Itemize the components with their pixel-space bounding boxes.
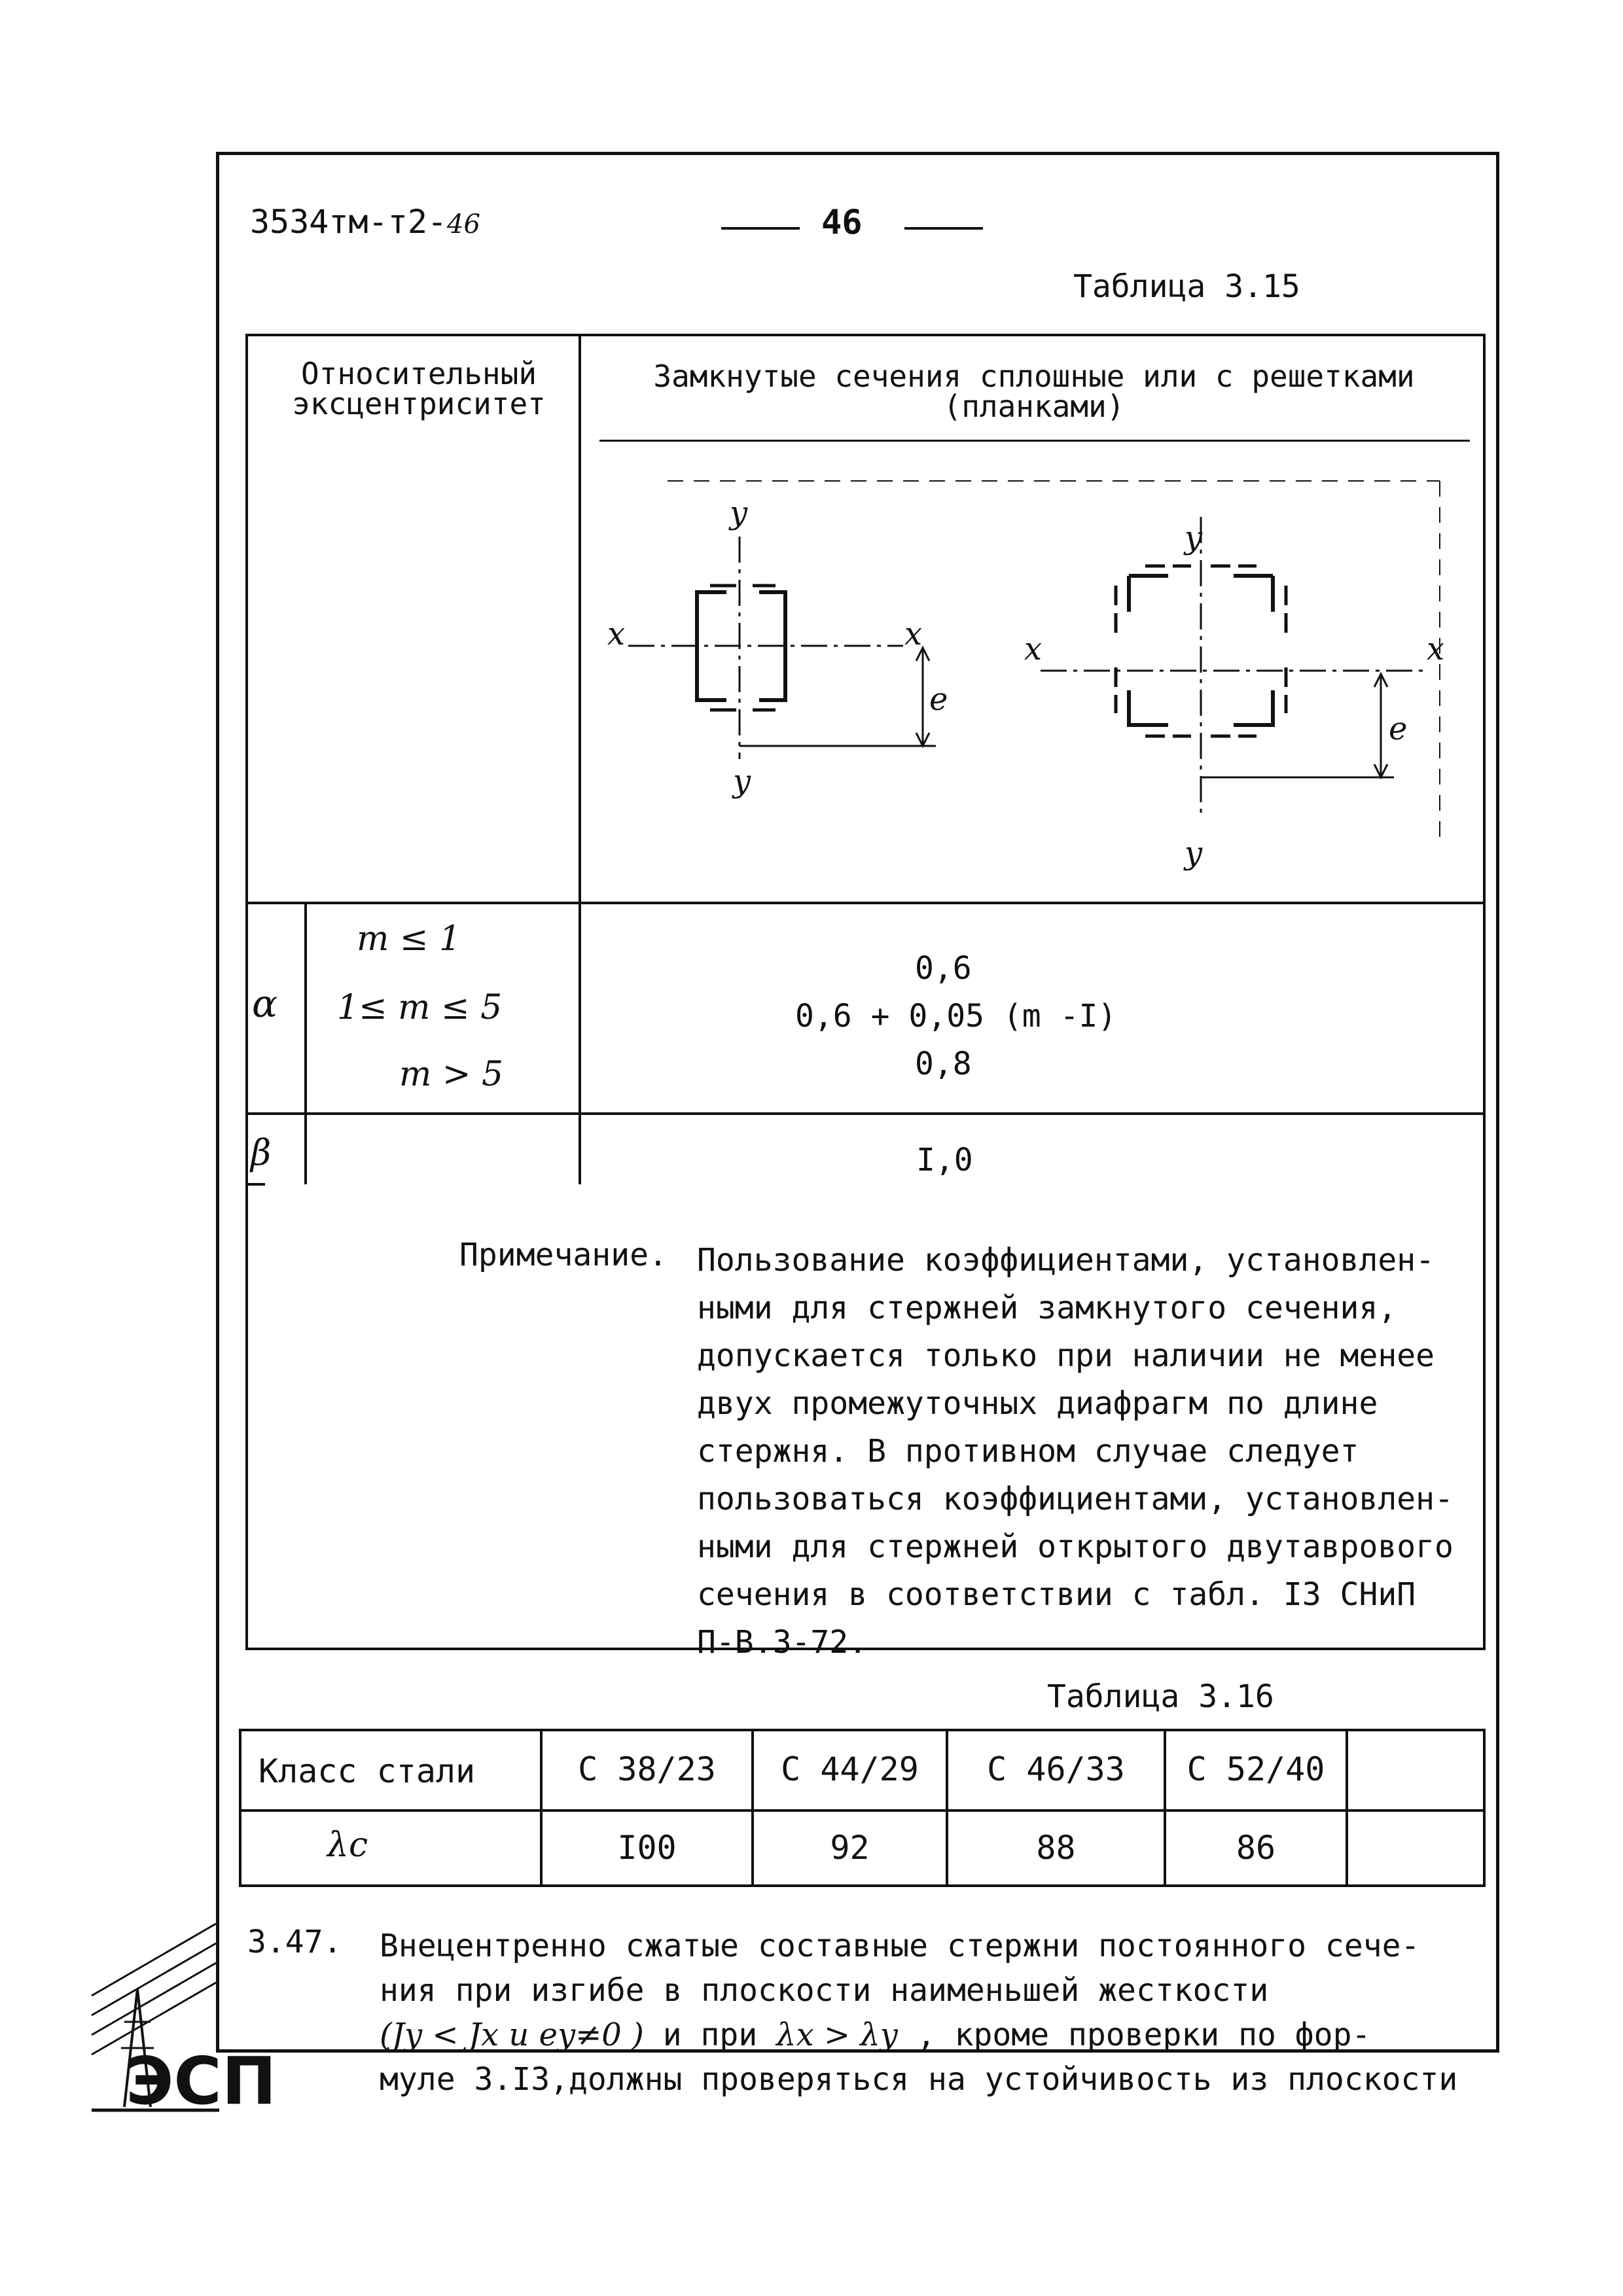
eccentricity-label-2: е: [1389, 711, 1408, 747]
steel-class-header: Класс стали: [259, 1752, 476, 1790]
lambda-c-value-c38-23: I00: [617, 1829, 677, 1867]
table-3-16-middle-line: [239, 1809, 1486, 1812]
axis-label-x-left-1: х: [607, 616, 626, 652]
table-3-16-title: Таблица 3.16: [1047, 1678, 1274, 1715]
table-3-15-column-divider: [579, 334, 581, 1184]
table-3-16-col-divider-0: [239, 1729, 241, 1887]
paragraph-3-47-body: [380, 1924, 1492, 2102]
table-3-16-col-divider-6: [1483, 1729, 1486, 1887]
alpha-condition-2: 1≤ m ≤ 5: [337, 988, 503, 1027]
alpha-symbol: α: [252, 981, 278, 1026]
esp-stamp-logo: [85, 1917, 277, 2119]
lambda-c-value-c44-29: 92: [830, 1829, 870, 1867]
alpha-condition-3: m > 5: [399, 1055, 504, 1094]
page-number-dash-right: [904, 227, 983, 230]
note-line-5: стержня. В противном случае следует: [697, 1433, 1359, 1470]
table-3-16-col-divider-5: [1346, 1729, 1348, 1887]
stamp-text: ЭСП: [126, 2043, 277, 2119]
table-3-15-header-underline: [599, 440, 1470, 442]
note-label: Примечание.: [459, 1237, 668, 1273]
alpha-value-1: 0,6: [915, 950, 972, 987]
beta-value: I,0: [916, 1142, 973, 1178]
note-line-2: ными для стержней замкнутого сечения,: [697, 1290, 1397, 1326]
document-code-typed: 3534тм-т2-: [250, 203, 448, 241]
note-line-1: Пользование коэффициентами, установлен-: [697, 1242, 1435, 1279]
column-header-closed-sections: [589, 359, 1479, 424]
paragraph-line-3-mid: и при: [662, 2017, 758, 2053]
frame-left-border: [216, 152, 219, 2053]
paragraph-line-3-end: , кроме проверки по фор-: [916, 2017, 1371, 2053]
column-header-closed-sections-line2: (планками): [943, 389, 1125, 424]
alpha-value-2: 0,6 + 0,05 (m -I): [795, 998, 1117, 1034]
table-3-15-alpha-bottom-line: [245, 1112, 1486, 1115]
axis-label-x-left-2: х: [1024, 631, 1043, 667]
alpha-condition-1: m ≤ 1: [357, 919, 461, 959]
beta-symbol: β: [251, 1132, 272, 1173]
table-3-15-beta-bottom-line: [245, 1183, 265, 1186]
angle-top-left-outline: [1129, 576, 1168, 612]
note-body: [697, 1237, 1489, 1667]
steel-class-c38-23: С 38/23: [578, 1750, 716, 1788]
axis-label-y-bottom-1: у: [733, 763, 751, 800]
paragraph-line-3: [380, 2013, 1492, 2057]
table-3-16-top-border: [239, 1729, 1486, 1731]
steel-class-c44-29: С 44/29: [781, 1750, 919, 1788]
frame-top-border: [216, 152, 1499, 155]
steel-class-c46-33: С 46/33: [987, 1750, 1125, 1788]
formula-slenderness-condition: λx > λy: [776, 2017, 898, 2053]
frame-right-border: [1496, 152, 1499, 2053]
paragraph-line-4: муле 3.I3,должны проверяться на устойчивость из плоскости: [380, 2061, 1458, 2098]
lambda-c-value-c46-33: 88: [1036, 1829, 1076, 1867]
angle-bottom-right-outline: [1234, 690, 1273, 725]
angle-top-right-outline: [1234, 576, 1273, 612]
column-header-closed-sections-line1: Замкнутые сечения сплошные или с решетками: [653, 359, 1415, 394]
formula-stiffness-condition: (Jy < Jx и ey≠0 ): [380, 2017, 644, 2053]
axis-label-x-right-1: х: [904, 616, 923, 652]
note-line-6: пользоваться коэффициентами, установлен-: [697, 1481, 1454, 1517]
eccentricity-label-1: е: [929, 681, 948, 718]
note-line-4: двух промежуточных диафрагм по длине: [697, 1385, 1378, 1422]
document-code-handwritten: 46: [447, 209, 480, 239]
table-3-16-bottom-border: [239, 1884, 1486, 1887]
axis-label-y-top-1: у: [730, 495, 748, 531]
angle-bottom-left-outline: [1129, 690, 1168, 725]
paragraph-line-1: Внецентренно сжатые составные стержни постоянного сече-: [380, 1928, 1420, 1964]
paragraph-line-2: ния при изгибе в плоскости наименьшей жесткости: [380, 1972, 1269, 2009]
note-line-7: ными для стержней открытого двутаврового: [697, 1528, 1454, 1565]
document-code: [250, 203, 480, 241]
table-3-15-symbol-divider: [304, 903, 307, 1184]
table-3-15-figure-bottom-line: [245, 902, 1486, 904]
steel-class-c52-40: С 52/40: [1186, 1750, 1325, 1788]
note-line-9: П-В.3-72.: [697, 1624, 868, 1661]
note-line-8: сечения в соответствии с табл. I3 СНиП: [697, 1576, 1416, 1613]
page-number-dash-left: [721, 227, 800, 230]
table-3-15-left-border: [245, 334, 248, 1649]
page-number: 46: [821, 203, 863, 242]
axis-label-y-top-2: у: [1185, 520, 1203, 556]
cross-section-figures: [589, 451, 1479, 896]
axis-label-y-bottom-2: у: [1185, 835, 1203, 872]
column-header-eccentricity-line2: эксцентриситет: [292, 386, 546, 421]
note-line-3: допускается только при наличии не менее: [697, 1337, 1435, 1374]
column-header-eccentricity: [262, 356, 576, 421]
column-header-eccentricity-line1: Относительный: [300, 356, 537, 391]
lambda-c-label: λc: [327, 1826, 368, 1865]
table-3-15-top-border: [245, 334, 1486, 336]
table-3-15-title: Таблица 3.15: [1073, 268, 1300, 305]
lambda-c-value-c52-40: 86: [1236, 1829, 1276, 1867]
axis-label-x-right-2: х: [1427, 631, 1445, 667]
alpha-value-3: 0,8: [915, 1046, 972, 1082]
paragraph-number: 3.47.: [247, 1924, 342, 1960]
